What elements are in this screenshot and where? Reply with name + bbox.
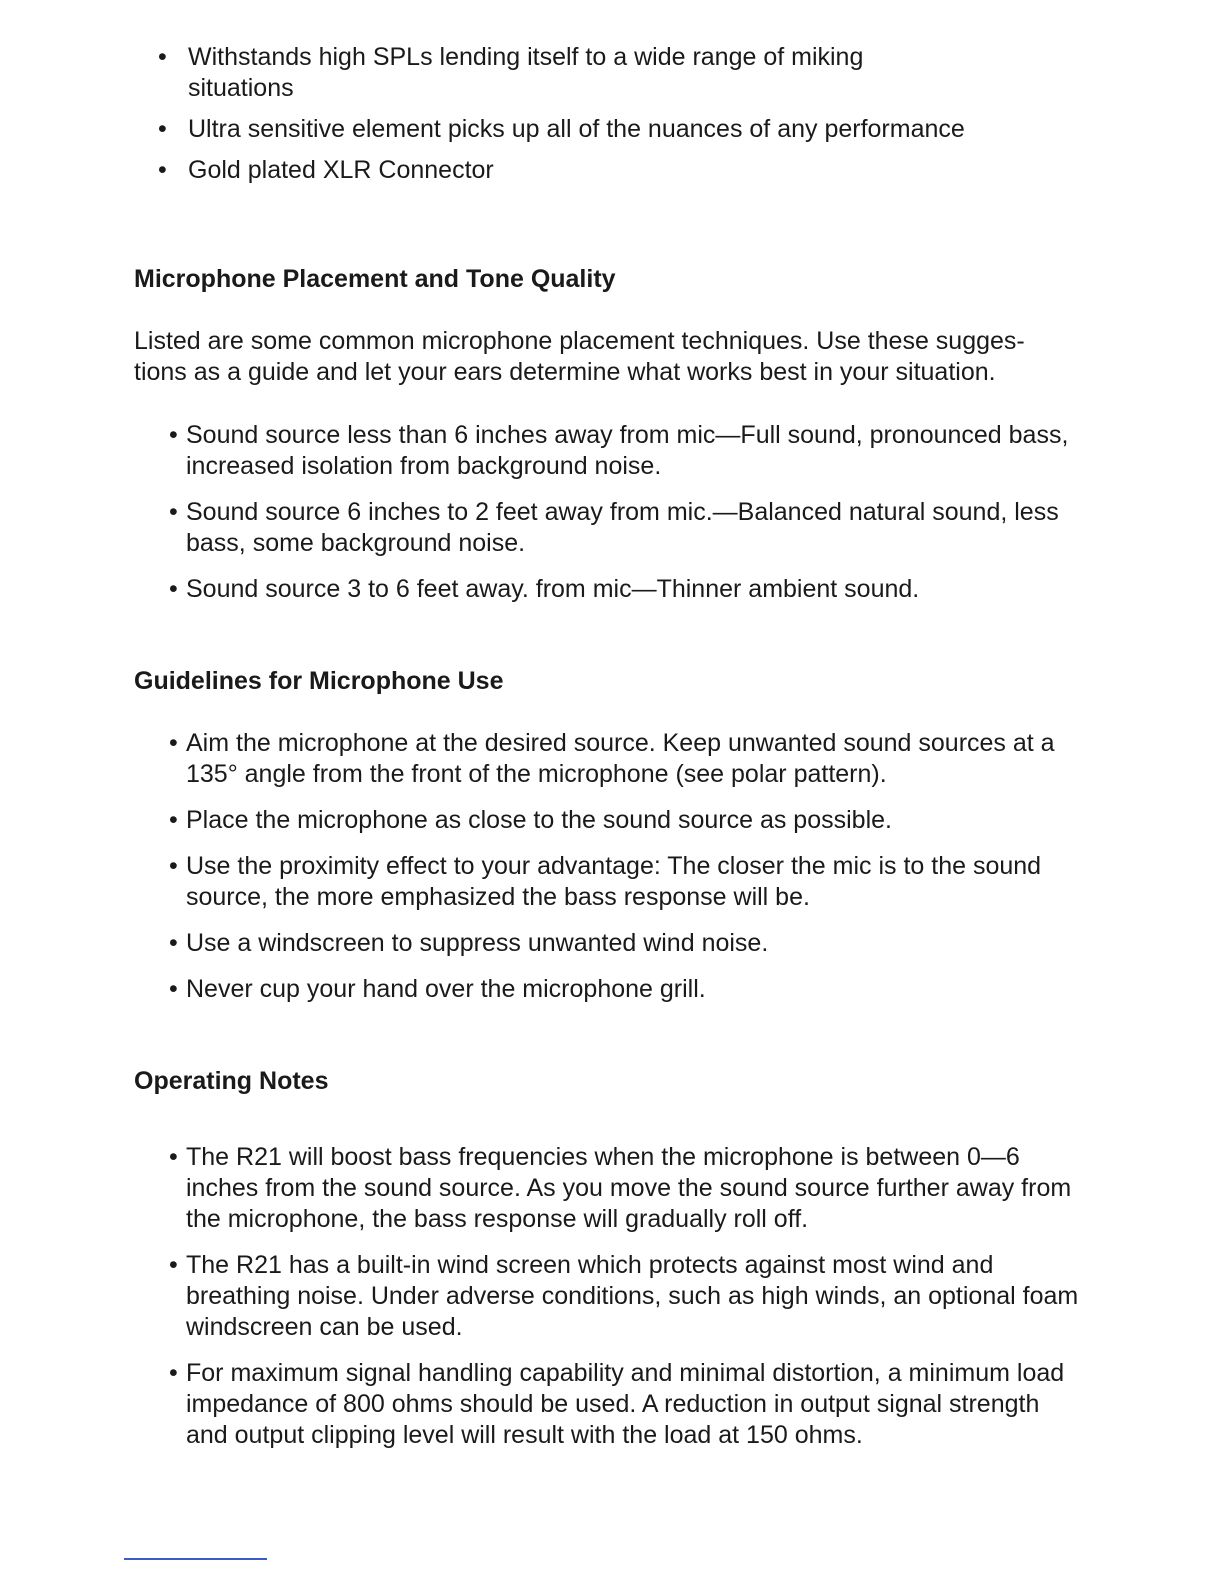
list-item: • Use the proximity effect to your advantage: The closer the mic is to the sound source, the more emphasized the bass response will be. xyxy=(157,851,1087,913)
list-item: • Sound source less than 6 inches away from mic—Full sound, pronounced bass, increased isolation from background noise. xyxy=(157,420,1087,482)
list-item: • The R21 will boost bass frequencies when the microphone is between 0—6 inches from the sound source. As you move the sound source further away from the microphone, the bass response will gradually roll off. xyxy=(157,1142,1087,1235)
placement-list xyxy=(157,420,1087,620)
list-item: • Use a windscreen to suppress unwanted wind noise. xyxy=(157,928,1087,959)
feature-item: • Ultra sensitive element picks up all of the nuances of any performance xyxy=(158,114,1098,145)
list-item: • Place the microphone as close to the sound source as possible. xyxy=(157,805,1087,836)
list-item: • The R21 has a built-in wind screen which protects against most wind and breathing noise. Under adverse conditions, such as high winds, an optional foam windscreen can be used. xyxy=(157,1250,1087,1343)
list-item: • For maximum signal handling capability and minimal distortion, a minimum load impedance of 800 ohms should be used. A reduction in output signal strength and output clipping level will result with the load at 150 ohms. xyxy=(157,1358,1087,1451)
operating-heading: Operating Notes xyxy=(134,1067,329,1095)
footer-rule xyxy=(124,1558,267,1560)
list-item: • Never cup your hand over the microphone grill. xyxy=(157,974,1087,1005)
guidelines-heading: Guidelines for Microphone Use xyxy=(134,667,504,695)
placement-intro: Listed are some common microphone placement techniques. Use these sugges-tions as a guide and let your ears determine what works best in your situation. xyxy=(134,327,1025,386)
feature-list xyxy=(158,42,1098,196)
placement-heading: Microphone Placement and Tone Quality xyxy=(134,265,616,293)
guidelines-list xyxy=(157,728,1087,1020)
operating-list xyxy=(157,1142,1087,1466)
list-item: • Sound source 6 inches to 2 feet away from mic.—Balanced natural sound, less bass, some background noise. xyxy=(157,497,1087,559)
feature-item: • Withstands high SPLs lending itself to a wide range of miking situations xyxy=(158,42,918,104)
list-item: • Sound source 3 to 6 feet away. from mic—Thinner ambient sound. xyxy=(157,574,1087,605)
list-item: • Aim the microphone at the desired source. Keep unwanted sound sources at a 135° angle from the front of the microphone (see polar pattern). xyxy=(157,728,1087,790)
feature-item: • Gold plated XLR Connector xyxy=(158,155,1098,186)
